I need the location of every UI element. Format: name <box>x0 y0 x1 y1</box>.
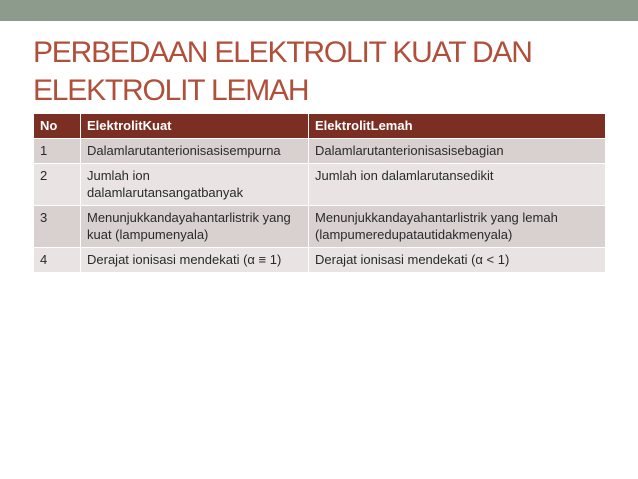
header-weak-electrolyte: ElektrolitLemah <box>309 114 606 139</box>
table-row <box>34 164 606 206</box>
slide-title: PERBEDAAN ELEKTROLIT KUAT DAN ELEKTROLIT LEMAH <box>33 36 532 107</box>
table-row <box>34 206 606 248</box>
row-number: 3 <box>34 206 81 248</box>
comparison-table <box>33 113 606 273</box>
top-accent-bar <box>0 0 638 21</box>
weak-cell: Menunjukkandayahantarlistrik yang lemah (lampumeredupatautidakmenyala) <box>309 206 606 248</box>
header-strong-electrolyte: ElektrolitKuat <box>81 114 309 139</box>
row-number: 4 <box>34 248 81 273</box>
weak-cell: Jumlah ion dalamlarutansedikit <box>309 164 606 206</box>
table-row <box>34 139 606 164</box>
row-number: 1 <box>34 139 81 164</box>
weak-cell: Dalamlarutanterionisasisebagian <box>309 139 606 164</box>
strong-cell: Dalamlarutanterionisasisempurna <box>81 139 309 164</box>
strong-cell: Jumlah ion dalamlarutansangatbanyak <box>81 164 309 206</box>
table-row <box>34 248 606 273</box>
row-number: 2 <box>34 164 81 206</box>
strong-cell: Derajat ionisasi mendekati (α ≡ 1) <box>81 248 309 273</box>
weak-cell: Derajat ionisasi mendekati (α < 1) <box>309 248 606 273</box>
strong-cell: Menunjukkandayahantarlistrik yang kuat (lampumenyala) <box>81 206 309 248</box>
header-no: No <box>34 114 81 139</box>
table-header-row <box>34 114 606 139</box>
